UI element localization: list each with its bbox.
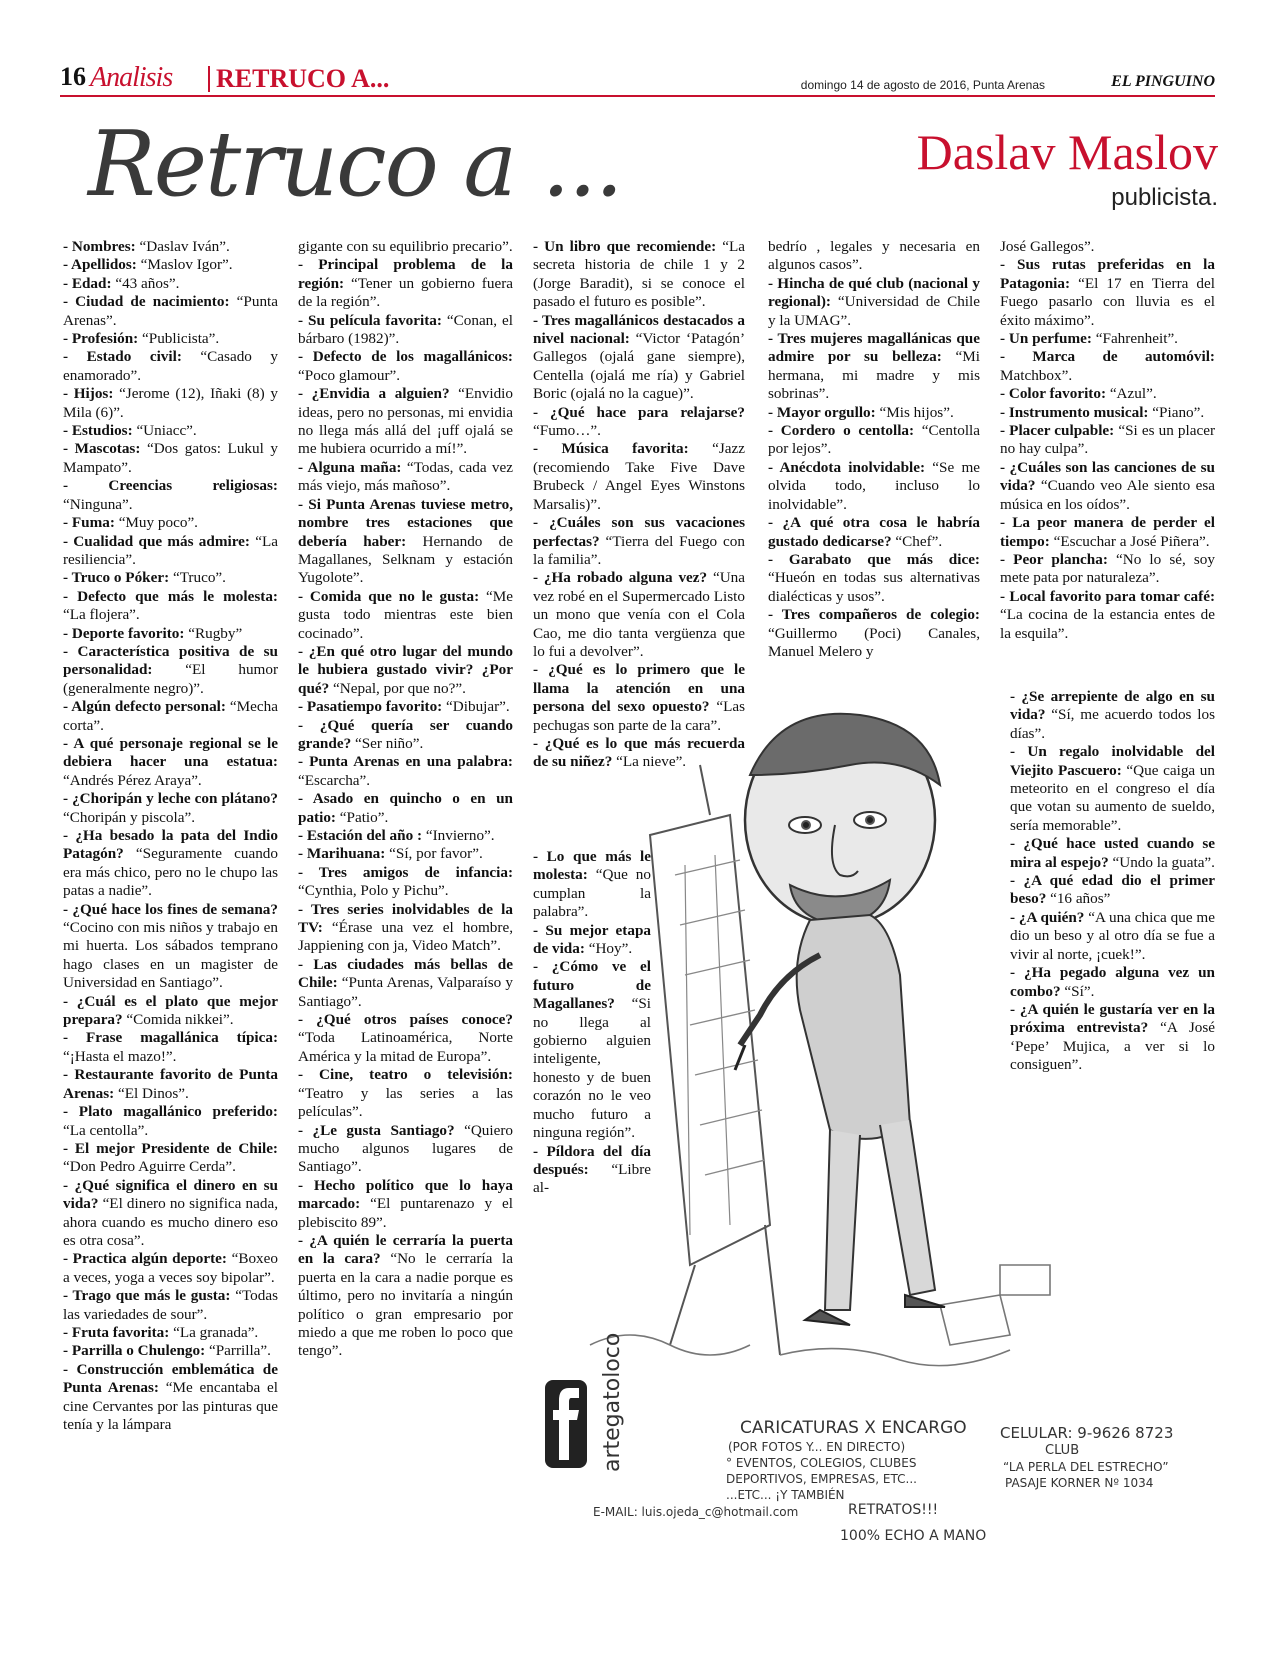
- answer: gigante con su equilibrio precario”.: [298, 238, 513, 255]
- qa-item: [298, 256, 513, 311]
- qa-item: [768, 404, 980, 422]
- answer: “Hoy”.: [584, 940, 633, 958]
- qa-item: [1000, 514, 1215, 551]
- question: - ¿Cuáles son sus vacaciones perfectas?: [533, 514, 745, 550]
- question: - Comida que no le gusta:: [298, 587, 480, 605]
- question: - ¿Envidia a alguien?: [298, 385, 450, 403]
- club-label: CLUB: [1045, 1443, 1080, 1458]
- answer: “Sí, por favor”.: [385, 845, 483, 863]
- qa-item: [768, 459, 980, 514]
- question: - ¿A quién le gustaría ver en la próxima entrevista?: [1010, 1000, 1215, 1037]
- answer: “El 17 en Tierra del Fuego pasarlo con lluvia es el éxito máximo”.: [1000, 274, 1215, 329]
- question: - Cualidad que más admire:: [63, 532, 250, 550]
- answer: “Centolla por lejos”.: [768, 422, 981, 458]
- qa-item: [768, 275, 980, 330]
- qa-item: [63, 735, 278, 790]
- answer: “Poco glamour”.: [298, 366, 401, 384]
- question: - Profesión:: [63, 330, 139, 348]
- qa-item: [63, 330, 278, 348]
- answer: “Que caiga un meteorito en el congreso el día que votan su aumento de sueldo, sería memorable”.: [1010, 761, 1215, 834]
- question: - Estado civil:: [63, 348, 182, 366]
- question: - ¿Cuál es el plato que mejor prepara?: [63, 992, 278, 1029]
- newspaper-logo: EL PINGUINO: [1111, 73, 1215, 90]
- answer: “Jazz (recomiendo Take Five Dave Brubeck / Angel Eyes Winstons Marsalis)”.: [533, 440, 745, 513]
- qa-item: [63, 275, 278, 293]
- answer: “A José ‘Pepe’ Mujica, a ver si lo consiguen”.: [1010, 1019, 1215, 1074]
- subsection-name: RETRUCO A...: [216, 64, 390, 93]
- question: - Característica positiva de su personalidad:: [63, 642, 278, 679]
- question: - ¿A quién le cerraría la puerta en la cara?: [298, 1231, 513, 1268]
- question: - ¿Qué hace los fines de semana?: [63, 900, 278, 918]
- question: - Hecho político que lo haya marcado:: [298, 1176, 513, 1213]
- qa-item: [768, 422, 980, 459]
- qa-item: [63, 993, 278, 1030]
- qa-item: [298, 1066, 513, 1121]
- answer: “Hueón en todas sus alternativas dialécticas y usos”.: [768, 569, 980, 605]
- handmade-note: 100% ECHO A MANO: [840, 1528, 987, 1544]
- answer: “Érase una vez el hombre, Jappiening con ja, Video Match”.: [298, 919, 513, 955]
- answer: “La secreta historia de chile 1 y 2 (Jorge Baradit), si se conoce el pasado el futuro es posible”.: [533, 238, 745, 311]
- question: - ¿Le gusta Santiago?: [298, 1121, 455, 1139]
- question: - Apellidos:: [63, 256, 137, 274]
- qa-item: [63, 1029, 278, 1066]
- question: - Defecto que más le molesta:: [63, 587, 278, 605]
- question: - Tres magallánicos destacados a nivel nacional:: [533, 311, 745, 348]
- question: - Frase magallánica típica:: [63, 1029, 278, 1047]
- answer: “La cocina de la estancia entes de la esquila”.: [1000, 606, 1215, 642]
- question: - Fruta favorita:: [63, 1323, 170, 1341]
- answer: “16 años”: [1046, 890, 1111, 908]
- answer: “Universidad de Chile y la UMAG”.: [768, 293, 980, 329]
- answer: “Mi hermana, mi madre y mis sobrinas”.: [768, 348, 980, 403]
- answer: “Fahrenheit”.: [1091, 330, 1178, 348]
- qa-item: [768, 514, 980, 551]
- question: - Tres mujeres magallánicas que admire por su belleza:: [768, 330, 980, 366]
- section-divider: [208, 66, 210, 92]
- dateline: domingo 14 de agosto de 2016, Punta Arenas: [800, 78, 1045, 92]
- answer: “Dibujar”.: [442, 698, 510, 716]
- answer: “La resiliencia”.: [63, 532, 278, 568]
- qa-item: [63, 293, 278, 330]
- column-title: Retruco a ...: [88, 112, 622, 217]
- answer: “Cynthia, Polo y Pichu”.: [298, 882, 449, 900]
- ad-line-1: (POR FOTOS Y... EN DIRECTO): [728, 1440, 906, 1454]
- question: - Las ciudades más bellas de Chile:: [298, 955, 513, 992]
- qa-item: [1000, 256, 1215, 330]
- answer: “El puntarenazo y el plebiscito 89”.: [298, 1195, 513, 1231]
- question: - Lo que más le molesta:: [533, 848, 651, 884]
- answer: “Boxeo a veces, yoga a veces soy bipolar”.: [63, 1250, 278, 1286]
- qa-item: [63, 1324, 278, 1342]
- answer: “Seguramente cuando era más chico, pero no le chupo las patas a nadie”.: [63, 845, 278, 900]
- question: - ¿A qué edad dio el primer beso?: [1010, 872, 1215, 908]
- qa-item: [533, 404, 745, 441]
- answer: “Mecha corta”.: [63, 698, 278, 734]
- question: - ¿A quién?: [1010, 908, 1085, 926]
- text-column-2: [298, 238, 513, 1361]
- question: - Algún defecto personal:: [63, 698, 226, 716]
- club-address: PASAJE KORNER Nº 1034: [1005, 1476, 1154, 1490]
- qa-item: [298, 1232, 513, 1361]
- question: - El mejor Presidente de Chile:: [63, 1139, 278, 1157]
- ad-title: CARICATURAS X ENCARGO: [740, 1418, 967, 1438]
- question: - Píldora del día después:: [533, 1142, 651, 1178]
- question: - Un perfume:: [1000, 330, 1092, 348]
- question: - Mayor orgullo:: [768, 403, 876, 421]
- answer: “43 años”.: [111, 274, 180, 292]
- qa-item: [533, 238, 745, 312]
- easel-canvas: [650, 815, 770, 1265]
- artist-email: E-MAIL: luis.ojeda_c@hotmail.com: [593, 1505, 799, 1519]
- ad-line-3: DEPORTIVOS, EMPRESAS, ETC...: [726, 1472, 917, 1486]
- qa-item: [298, 312, 513, 349]
- qa-item: [63, 569, 278, 587]
- answer: “Las pechugas son parte de la cara”.: [533, 698, 746, 734]
- qa-item: [298, 643, 513, 698]
- qa-item: [533, 569, 745, 661]
- qa-item: [768, 238, 980, 275]
- answer: “Tener un gobierno fuera de la región”.: [298, 274, 513, 311]
- question: - Punta Arenas en una palabra:: [298, 753, 513, 771]
- qa-item: [768, 606, 980, 661]
- qa-item: [768, 330, 980, 404]
- qa-item: [63, 698, 278, 735]
- answer: “Mis hijos”.: [875, 403, 954, 421]
- qa-item: [63, 1177, 278, 1251]
- answer: “Quiero mucho algunos lugares de Santiago”.: [298, 1121, 513, 1176]
- qa-item: [768, 551, 980, 606]
- qa-item: [63, 385, 278, 422]
- qa-item: [298, 753, 513, 790]
- question: - Alguna maña:: [298, 458, 402, 476]
- qa-item: [298, 698, 513, 716]
- answer: “Libre al-: [533, 1160, 651, 1197]
- question: - Cine, teatro o televisión:: [298, 1066, 513, 1084]
- question: - ¿Qué quería ser cuando grande?: [298, 716, 513, 752]
- answer: “Escuchar a José Piñera”.: [1049, 532, 1210, 550]
- answer: “Chef”.: [891, 532, 943, 550]
- qa-item: [298, 1122, 513, 1177]
- page-header: [60, 62, 1215, 98]
- header-rule: [60, 95, 1215, 97]
- answer: “Don Pedro Aguirre Cerda”.: [63, 1158, 236, 1176]
- answer: “Si es un placer no hay culpa”.: [1000, 422, 1216, 458]
- question: - Música favorita:: [533, 440, 689, 458]
- question: - ¿Qué otros países conoce?: [298, 1011, 513, 1029]
- qa-item: [63, 790, 278, 827]
- answer: “Conan, el bárbaro (1982)”.: [298, 311, 513, 348]
- interviewee-role: publicista.: [1111, 184, 1218, 211]
- question: - Restaurante favorito de Punta Arenas:: [63, 1066, 278, 1102]
- question: - Garabato que más dice:: [768, 550, 980, 568]
- answer: “Comida nikkei”.: [122, 1011, 234, 1029]
- answer: “Dos gatos: Lukul y Mampato”.: [63, 440, 278, 476]
- question: - Tres compañeros de colegio:: [768, 606, 980, 624]
- qa-item: [298, 1177, 513, 1232]
- answer: “Sí”.: [1060, 982, 1095, 1000]
- qa-item: [1000, 385, 1215, 403]
- answer: “Daslav Iván”.: [135, 238, 230, 255]
- qa-item: [63, 440, 278, 477]
- question: - Su película favorita:: [298, 311, 442, 329]
- question: - Hincha de qué club (nacional y regional):: [768, 274, 980, 311]
- question: - Un libro que recomiende:: [533, 238, 717, 255]
- qa-item: [63, 256, 278, 274]
- answer: “Teatro y las series a las películas”.: [298, 1084, 513, 1121]
- qa-item: [63, 1342, 278, 1360]
- answer: “Punta Arenas, Valparaíso y Santiago”.: [298, 974, 513, 1010]
- question: - Plato magallánico preferido:: [63, 1103, 278, 1121]
- question: - ¿A qué otra cosa le habría gustado dedicarse?: [768, 514, 980, 550]
- qa-item: [298, 459, 513, 496]
- artist-phone: CELULAR: 9-9626 8723: [1000, 1424, 1174, 1442]
- qa-item: [298, 956, 513, 1011]
- facebook-icon: [543, 1378, 589, 1470]
- answer: “Maslov Igor”.: [136, 256, 233, 274]
- qa-item: [63, 1361, 278, 1435]
- question: - Truco o Póker:: [63, 569, 170, 587]
- qa-item: [1000, 348, 1215, 385]
- qa-item: [63, 514, 278, 532]
- question: - ¿Ha pegado alguna vez un combo?: [1010, 964, 1215, 1000]
- qa-item: [298, 901, 513, 956]
- answer: “Toda Latinoamérica, Norte América y la mitad de Europa”.: [298, 1029, 513, 1065]
- question: - Placer culpable:: [1000, 422, 1115, 440]
- answer: “Publicista”.: [138, 330, 220, 348]
- question: - Nombres:: [63, 238, 136, 255]
- question: - A qué personaje regional se le debiera hacer una estatua:: [63, 734, 278, 771]
- question: - Color favorito:: [1000, 385, 1107, 403]
- question: - Un regalo inolvidable del Viejito Pascuero:: [1010, 743, 1215, 779]
- answer: “Rugby”: [184, 624, 243, 642]
- answer: “La centolla”.: [63, 1121, 149, 1139]
- question: - ¿Choripán y leche con plátano?: [63, 790, 278, 808]
- question: - Defecto de los magallánicos:: [298, 348, 513, 366]
- qa-item: [63, 588, 278, 625]
- qa-item: [533, 440, 745, 514]
- question: - Marca de automóvil:: [1000, 348, 1215, 366]
- answer: Matchbox”.: [1000, 366, 1073, 384]
- answer: bedrío , legales y necesaria en algunos casos”.: [768, 238, 980, 274]
- question: - Parrilla o Chulengo:: [63, 1342, 206, 1360]
- ad-line-2: ° EVENTOS, COLEGIOS, CLUBES: [726, 1456, 917, 1470]
- answer: “El Dinos”.: [114, 1084, 189, 1102]
- question: - Mascotas:: [63, 440, 141, 458]
- qa-item: [298, 864, 513, 901]
- answer: “El dinero no significa nada, ahora cuando es mucho dinero eso es otra cosa”.: [63, 1195, 278, 1249]
- text-column-4: [768, 238, 980, 661]
- answer: “Choripán y piscola”.: [63, 808, 196, 826]
- interviewee-name: Daslav Maslov: [916, 124, 1218, 180]
- answer: José Gallegos”.: [1000, 238, 1095, 255]
- answer: “Muy poco”.: [114, 514, 198, 532]
- answer: “Escarcha”.: [298, 771, 371, 789]
- answer: Hernando de Magallanes, Selknam y estación Yugolote”.: [298, 532, 513, 587]
- question: - Pasatiempo favorito:: [298, 698, 443, 716]
- question: - ¿En qué otro lugar del mundo le hubiera gustado vivir? ¿Por qué?: [298, 642, 513, 697]
- answer: “Ser niño”.: [351, 734, 424, 752]
- question: - ¿Qué hace usted cuando se mira al espejo?: [1010, 835, 1215, 871]
- answer: “Que no cumplan la palabra”.: [533, 866, 651, 921]
- answer: “Nepal, por que no?”.: [329, 679, 466, 697]
- answer: “No lo sé, soy mete pata por naturaleza”.: [1000, 550, 1215, 587]
- answer: “Undo la guata”.: [1108, 853, 1215, 871]
- ad-line-5: RETRATOS!!!: [848, 1502, 939, 1518]
- question: - Edad:: [63, 274, 112, 292]
- answer: “Sí, me acuerdo todos los días”.: [1010, 706, 1215, 742]
- question: - Deporte favorito:: [63, 624, 185, 642]
- answer: “A una chica que me dio un beso y al otro día se fue a vivir al norte, ¡cuek!”.: [1010, 908, 1215, 963]
- question: - ¿Cómo ve el futuro de Magallanes?: [533, 958, 651, 1013]
- question: - ¿Ha robado alguna vez?: [533, 569, 708, 587]
- club-name: “LA PERLA DEL ESTRECHO”: [1003, 1460, 1169, 1474]
- qa-item: [63, 238, 278, 256]
- qa-item: [63, 1066, 278, 1103]
- qa-item: [298, 1011, 513, 1066]
- question: - Estación del año :: [298, 827, 423, 844]
- qa-item: [63, 348, 278, 385]
- answer: “Me encantaba el cine Cervantes por las pinturas que tenía y la lámpara: [63, 1379, 278, 1433]
- qa-item: [1000, 330, 1215, 348]
- artist-handle: artegatoloco: [600, 1332, 625, 1472]
- qa-item: [1000, 459, 1215, 514]
- question: - Si Punta Arenas tuviese metro, nombre tres estaciones que debería haber:: [298, 495, 513, 550]
- qa-item: [63, 477, 278, 514]
- question: - Tres series inolvidables de la TV:: [298, 900, 513, 937]
- qa-item: [63, 827, 278, 901]
- qa-item: [63, 643, 278, 698]
- qa-item: [298, 790, 513, 827]
- question: - ¿Se arrepiente de algo en su vida?: [1010, 688, 1215, 724]
- caricature-drawing: [580, 705, 1110, 1465]
- answer: “Cuando veo Ale siento esa música en los oídos”.: [1000, 477, 1215, 513]
- text-column-1: [63, 238, 278, 1434]
- question: - ¿Cuáles son las canciones de su vida?: [1000, 458, 1215, 495]
- answer: “Se me olvida todo, incluso lo inolvidable”.: [768, 458, 980, 513]
- question: - Peor plancha:: [1000, 550, 1108, 568]
- question: - Ciudad de nacimiento:: [63, 293, 230, 311]
- question: - Asado en quincho o en un patio:: [298, 790, 513, 826]
- answer: “Uniacc”.: [132, 422, 197, 440]
- qa-item: [1000, 588, 1215, 643]
- qa-item: [298, 588, 513, 643]
- question: - Hijos:: [63, 385, 114, 403]
- qa-item: [298, 717, 513, 754]
- question: - ¿Qué es lo que más recuerda de su niñez?: [533, 734, 745, 771]
- answer: “Jerome (12), Iñaki (8) y Mila (6)”.: [63, 385, 278, 421]
- question: - Su mejor etapa de vida:: [533, 921, 651, 958]
- answer: “Azul”.: [1106, 385, 1157, 403]
- question: - Instrumento musical:: [1000, 403, 1149, 421]
- qa-item: [1000, 551, 1215, 588]
- qa-item: [298, 845, 513, 863]
- question: - Marihuana:: [298, 845, 386, 863]
- answer: “Si no llega al gobierno alguien inteligente, honesto y de buen corazón no le veo mucho futuro a ninguna región”.: [533, 995, 651, 1142]
- answer: “Me gusta todo mientras este bien cocinado”.: [298, 587, 513, 642]
- answer: “Una vez robé en el Supermercado Listo un mono que venía con el Cola Cao, me dio tanta vergüenza que lo fui a devolver”.: [533, 569, 746, 660]
- question: - Construcción emblemática de Punta Arenas:: [63, 1360, 278, 1397]
- answer: “Guillermo (Poci) Canales, Manuel Melero y: [768, 624, 980, 660]
- question: - ¿Ha besado la pata del Indio Patagón?: [63, 827, 278, 863]
- answer: “La granada”.: [169, 1323, 259, 1341]
- question: - Estudios:: [63, 422, 133, 440]
- answer: “Envidio ideas, pero no personas, mi envidia no llega más allá del ¡uff ojalá se me hubiera ocurrido a mí!”.: [298, 385, 513, 458]
- answer: “Victor ‘Patagón’ Gallegos (ojalá gane siempre), Centella (ojalá me ría) y Gabriel Boric (ojalá no la cague)”.: [533, 330, 746, 403]
- qa-item: [298, 348, 513, 385]
- question: - ¿Qué significa el dinero en su vida?: [63, 1176, 278, 1213]
- question: - Tres amigos de infancia:: [298, 863, 513, 881]
- qa-item: [533, 312, 745, 404]
- answer: “Casado y enamorado”.: [63, 348, 279, 384]
- answer: “Tierra del Fuego con la familia”.: [533, 532, 745, 568]
- question: - Creencias religiosas:: [63, 477, 278, 495]
- text-column-3: [533, 238, 745, 772]
- question: - Cordero o centolla:: [768, 422, 915, 440]
- question: - Sus rutas preferidas en la Patagonia:: [1000, 256, 1215, 292]
- answer: “Andrés Pérez Araya”.: [63, 771, 202, 789]
- answer: “Parrilla”.: [205, 1342, 271, 1360]
- answer: “Piano”.: [1148, 403, 1205, 421]
- answer: “Ninguna”.: [63, 495, 133, 513]
- qa-item: [63, 1140, 278, 1177]
- answer: “Todas las variedades de sour”.: [63, 1287, 279, 1323]
- question: - ¿Qué es lo primero que le llama la atención en una persona del sexo opuesto?: [533, 661, 745, 716]
- question: - Trago que más le gusta:: [63, 1287, 231, 1305]
- answer: “Fumo…”.: [533, 422, 601, 440]
- qa-item: [63, 422, 278, 440]
- answer: “Patio”.: [335, 808, 389, 826]
- qa-item: [63, 1287, 278, 1324]
- answer: “Cocino con mis niños y trabajo en mi huerta. Los sábados temprano hago clases en un magister de Universidad en Santiago”.: [63, 919, 278, 992]
- answer: “No le cerraría la puerta en la cara a nadie porque es último, pero no invitaría a ningún político o gran empresario por miedo a que me roben lo poco que tengo”.: [298, 1250, 513, 1360]
- question: - ¿Qué hace para relajarse?: [533, 403, 745, 421]
- qa-item: [63, 533, 278, 570]
- question: - La peor manera de perder el tiempo:: [1000, 514, 1215, 550]
- qa-item: [63, 1103, 278, 1140]
- qa-item: [1000, 238, 1215, 256]
- qa-item: [63, 901, 278, 993]
- qa-item: [298, 385, 513, 459]
- text-column-5: [1000, 238, 1215, 643]
- qa-item: [298, 496, 513, 588]
- qa-item: [298, 827, 513, 845]
- ad-line-4: ...ETC... ¡Y TAMBIÉN: [726, 1488, 845, 1502]
- question: - Practica algún deporte:: [63, 1250, 227, 1268]
- qa-item: [63, 625, 278, 643]
- qa-item: [1000, 422, 1215, 459]
- answer: “¡Hasta el mazo!”.: [63, 1047, 177, 1065]
- qa-item: [63, 1250, 278, 1287]
- qa-item: [298, 238, 513, 256]
- answer: “La flojera”.: [63, 606, 140, 624]
- answer: “Punta Arenas”.: [63, 293, 278, 329]
- answer: “Todas, cada vez más viejo, más mañoso”.: [298, 458, 513, 495]
- qa-item: [533, 514, 745, 569]
- answer: “Invierno”.: [422, 827, 495, 844]
- page-number: 16: [60, 62, 86, 91]
- answer: “Truco”.: [169, 569, 226, 587]
- qa-item: [1000, 404, 1215, 422]
- answer: “El humor (generalmente negro)”.: [63, 661, 278, 697]
- question: - Local favorito para tomar café:: [1000, 587, 1215, 605]
- question: - Anécdota inolvidable:: [768, 458, 926, 476]
- question: - Fuma:: [63, 514, 115, 532]
- section-name: Analisis: [90, 62, 173, 93]
- question: - Principal problema de la región:: [298, 256, 513, 292]
- answer: “La nieve”.: [612, 753, 687, 771]
